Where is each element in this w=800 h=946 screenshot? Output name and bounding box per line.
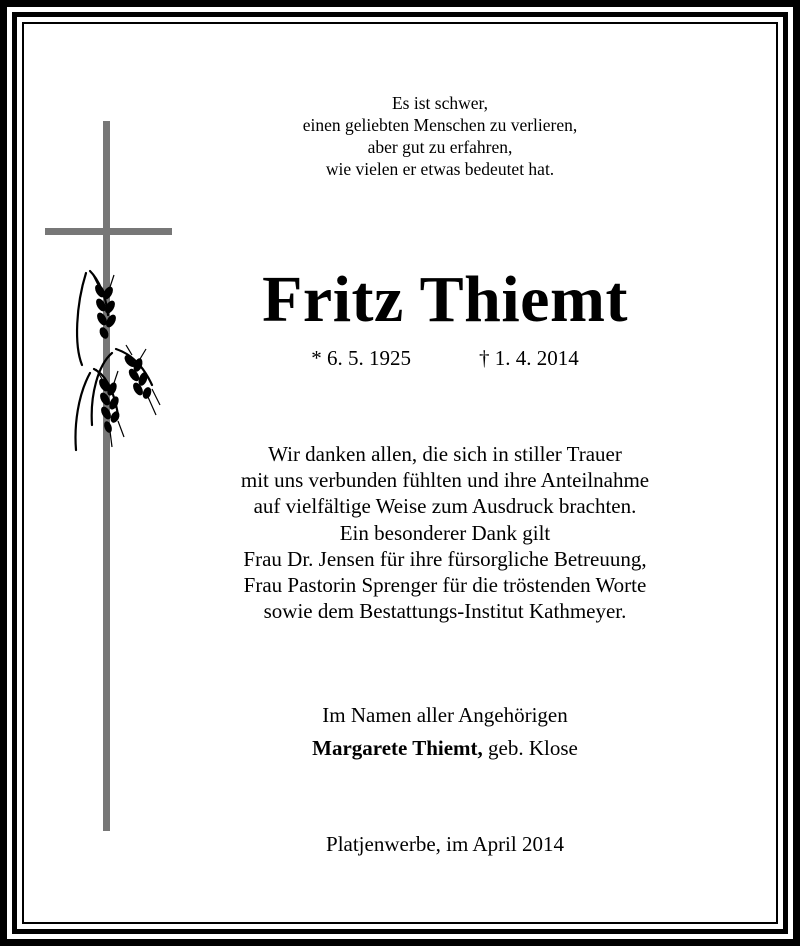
- motto-line: einen geliebten Menschen zu verlieren,: [302, 115, 578, 135]
- death-date: † 1. 4. 2014: [479, 346, 579, 370]
- place-and-date: Platjenwerbe, im April 2014: [326, 832, 564, 856]
- signatory-maiden-name: geb. Klose: [482, 736, 578, 760]
- motto-line: wie vielen er etwas bedeutet hat.: [325, 159, 555, 179]
- motto-line: aber gut zu erfahren,: [367, 137, 513, 157]
- birth-date: * 6. 5. 1925: [311, 346, 411, 370]
- motto-line: Es ist schwer,: [391, 93, 489, 113]
- signature-block: [90, 699, 800, 765]
- thanks-line: mit uns verbunden fühlten und ihre Anteilnahme: [240, 468, 650, 493]
- thanks-line: Frau Pastorin Sprenger für die tröstenden Worte: [243, 573, 647, 598]
- thanks-line: Wir danken allen, die sich in stiller Trauer: [268, 442, 622, 466]
- life-dates: [90, 344, 800, 372]
- thanks-line: auf vielfältige Weise zum Ausdruck brachten.: [253, 494, 637, 519]
- signature-intro: Im Namen aller Angehörigen: [322, 703, 568, 727]
- signatory-name: Margarete Thiemt,: [312, 736, 483, 760]
- thanks-line: sowie dem Bestattungs-Institut Kathmeyer.: [263, 599, 627, 624]
- thanks-line: Ein besonderer Dank gilt: [339, 520, 551, 545]
- motto-verse: [90, 92, 790, 180]
- thanks-text: [90, 441, 800, 624]
- signature-line: [90, 732, 800, 765]
- deceased-name: Fritz Thiemt: [262, 263, 628, 336]
- cross-horizontal-bar: [45, 228, 172, 235]
- thanks-line: Frau Dr. Jensen für ihre fürsorgliche Betreuung,: [243, 546, 647, 571]
